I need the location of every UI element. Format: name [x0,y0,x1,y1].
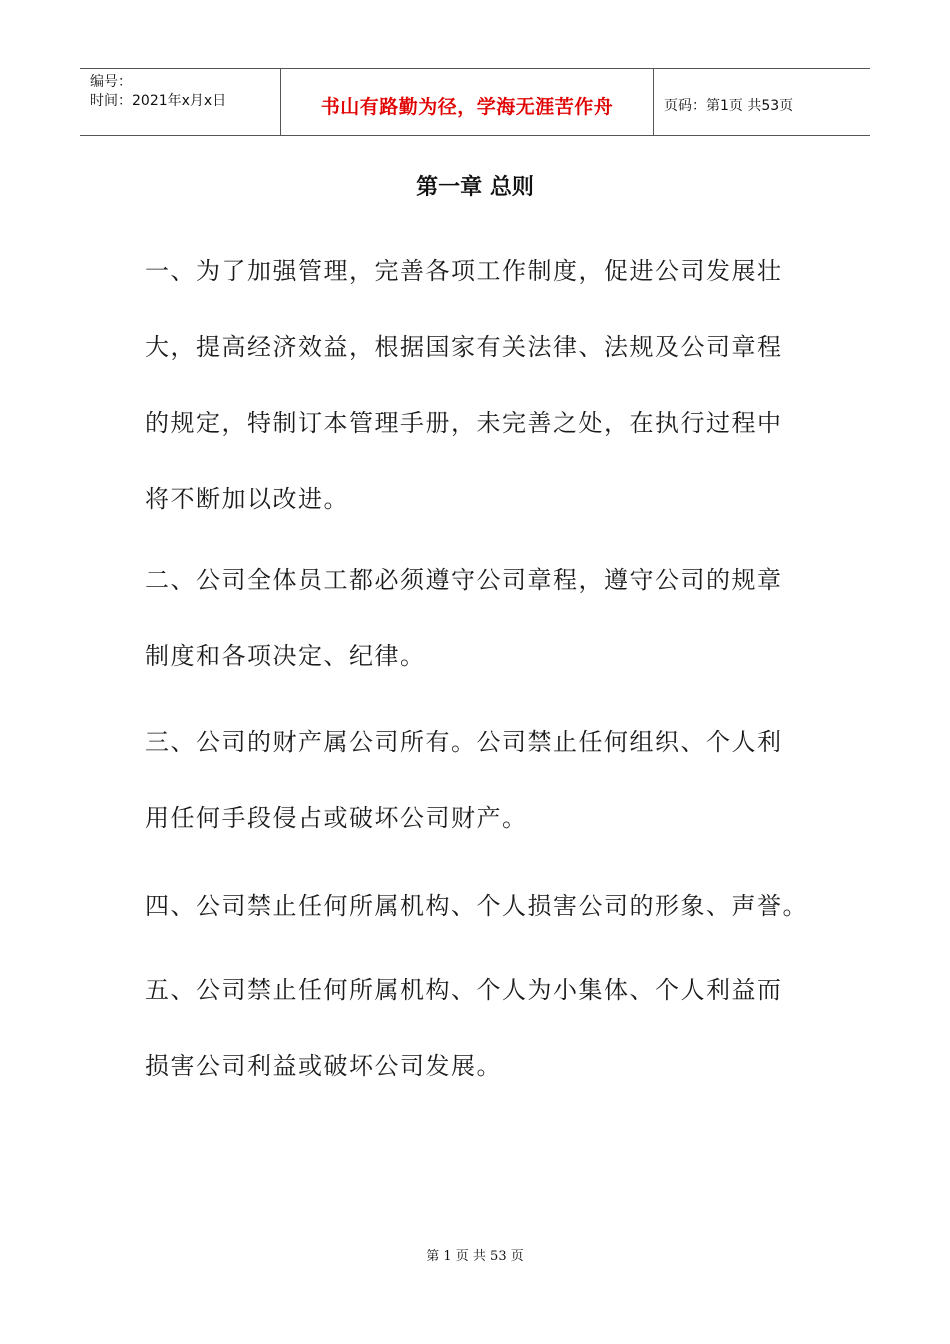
paragraph-2 [145,542,815,694]
document-number-label: 编号： [90,74,132,90]
header-meta-cell [80,69,281,135]
page-footer: 第 1 页 共 53 页 [426,1249,524,1264]
paragraph-1 [145,233,815,537]
header-motto: 书山有路勤为径，学海无涯苦作舟 [320,95,614,118]
paragraph-line: 将不断加以改进。 [145,485,349,513]
header-page-cell [654,69,870,135]
paragraph-line: 损害公司利益或破坏公司发展。 [145,1052,502,1080]
paragraph-4 [145,868,815,944]
paragraph-line: 一、为了加强管理，完善各项工作制度，促进公司发展壮 [145,257,783,285]
paragraph-line: 二、公司全体员工都必须遵守公司章程，遵守公司的规章 [145,566,783,594]
paragraph-line: 制度和各项决定、纪律。 [145,642,426,670]
paragraph-line: 三、公司的财产属公司所有。公司禁止任何组织、个人利 [145,728,783,756]
header-page-label: 页码：第1页 共53页 [664,98,794,114]
paragraph-3 [145,704,815,856]
paragraph-line: 四、公司禁止任何所属机构、个人损害公司的形象、声誉。 [145,892,808,920]
paragraph-line: 大，提高经济效益，根据国家有关法律、法规及公司章程 [145,333,783,361]
header-motto-cell [281,69,654,135]
chapter-title: 第一章 总则 [416,175,534,200]
paragraph-line: 五、公司禁止任何所属机构、个人为小集体、个人利益而 [145,976,783,1004]
paragraph-line: 用任何手段侵占或破坏公司财产。 [145,804,528,832]
paragraph-5 [145,952,815,1104]
paragraph-line: 的规定，特制订本管理手册，未完善之处，在执行过程中 [145,409,783,437]
document-header [80,68,870,136]
document-date-label: 时间：2021年x月x日 [90,93,227,109]
